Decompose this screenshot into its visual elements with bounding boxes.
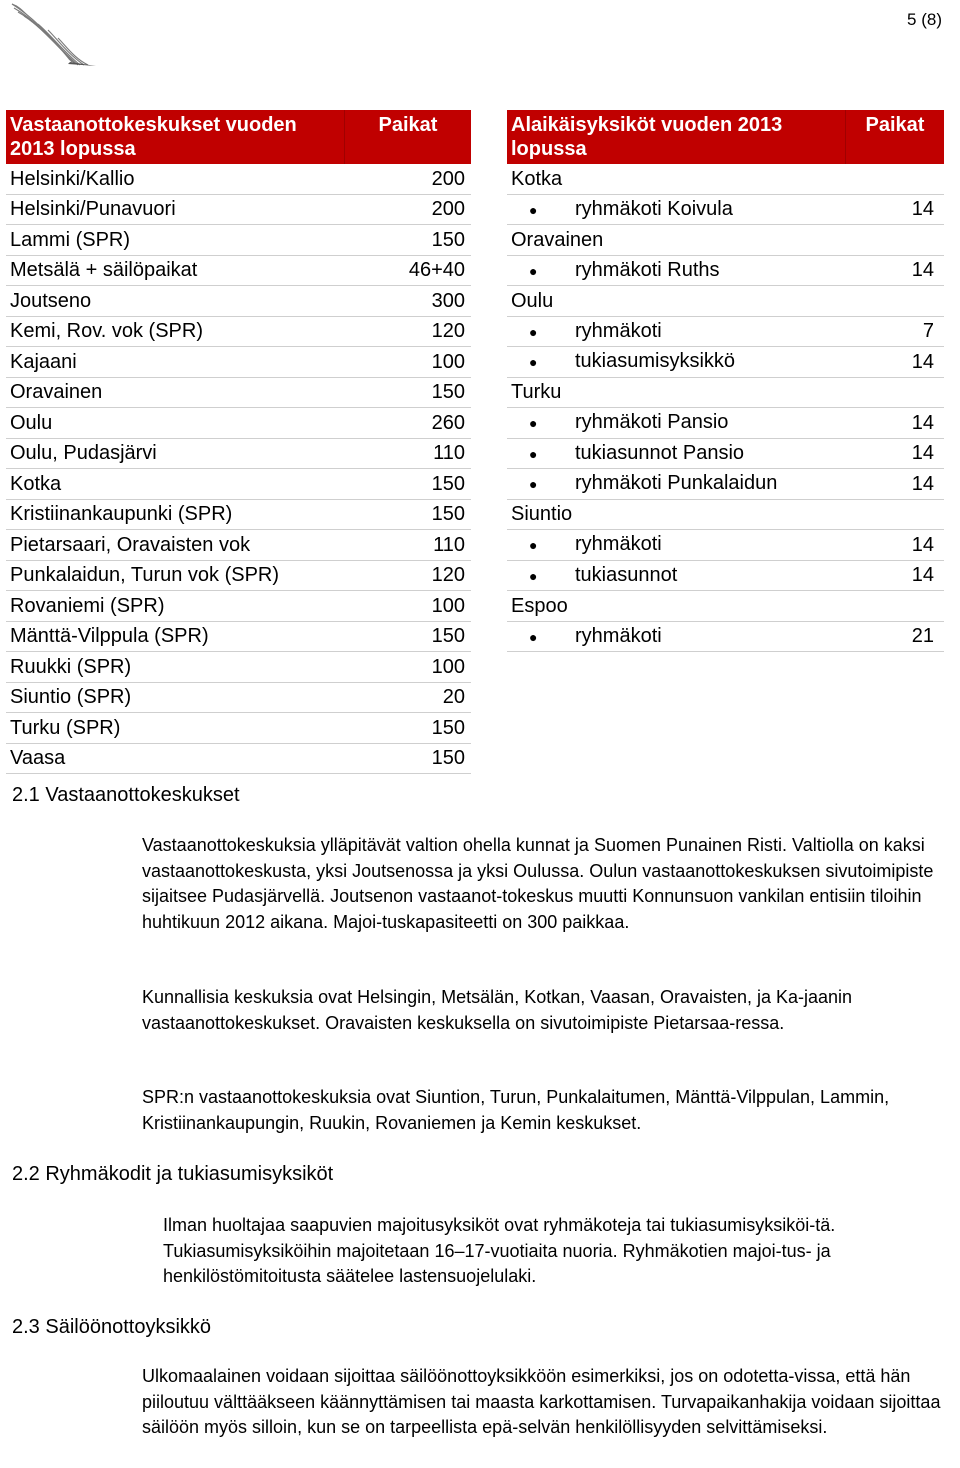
column-header-center: Vastaanottokeskukset vuoden 2013 lopussa (6, 110, 345, 164)
bullet-icon: ● (529, 201, 538, 218)
paragraph: Ulkomaalainen voidaan sijoittaa säilöönottoyksikköön esimerkiksi, jos on odotetta-vissa, että hän piiloutuu välttääkseen käännyttämisen tai maasta karkottamisen. Turvapaikanhakija voidaan sijoittaa säilöön myös silloin, kun se on tarpeellista epä-selvän henkilöllisyyden selvittämiseksi. (142, 1366, 941, 1437)
table-row (6, 255, 471, 286)
paragraph: SPR:n vastaanottokeskuksia ovat Siuntion, Turun, Punkalaitumen, Mänttä-Vilppulan, Lammin, Kristiinankaupungin, Ruukin, Rovaniemen ja Kemin keskukset. (142, 1087, 890, 1133)
places-value: 150 (345, 713, 472, 744)
section-heading-2-1: 2.1 Vastaanottokeskukset (12, 784, 240, 806)
city-name: Oulu (507, 286, 944, 317)
unit-cell (507, 530, 846, 561)
city-row (507, 225, 944, 256)
table-row (6, 621, 471, 652)
city-row (507, 591, 944, 622)
center-name: Turku (SPR) (6, 713, 345, 744)
bullet-icon: ● (529, 415, 538, 432)
center-name: Helsinki/Punavuori (6, 194, 345, 225)
table-row (6, 225, 471, 256)
table-row (6, 652, 471, 683)
unit-name: tukiasunnot Pansio (575, 441, 745, 464)
page-number: 5 (8) (907, 10, 942, 29)
places-value: 14 (846, 469, 945, 500)
center-name: Kemi, Rov. vok (SPR) (6, 316, 345, 347)
center-name: Kajaani (6, 347, 345, 378)
unit-row (507, 530, 944, 561)
unit-row (507, 316, 944, 347)
center-name: Oulu (6, 408, 345, 439)
unit-name: tukiasumisyksikkö (575, 350, 736, 373)
center-name: Oulu, Pudasjärvi (6, 438, 345, 469)
city-name: Oravainen (507, 225, 944, 256)
places-value: 150 (345, 225, 472, 256)
bullet-icon: ● (529, 323, 538, 340)
bullet-icon: ● (529, 445, 538, 462)
table-row (6, 469, 471, 500)
center-name: Punkalaidun, Turun vok (SPR) (6, 560, 345, 591)
unit-row (507, 438, 944, 469)
places-value: 14 (846, 530, 945, 561)
bullet-icon: ● (529, 262, 538, 279)
table-row (6, 438, 471, 469)
unit-row (507, 560, 944, 591)
places-value: 300 (345, 286, 472, 317)
center-name: Siuntio (SPR) (6, 682, 345, 713)
city-name: Siuntio (507, 499, 944, 530)
table-row (6, 682, 471, 713)
center-name: Lammi (SPR) (6, 225, 345, 256)
unit-name: ryhmäkoti Punkalaidun (575, 472, 778, 495)
places-value: 100 (345, 347, 472, 378)
places-value: 20 (345, 682, 472, 713)
city-name: Espoo (507, 591, 944, 622)
center-name: Joutseno (6, 286, 345, 317)
places-value: 110 (345, 530, 472, 561)
bullet-icon: ● (529, 476, 538, 493)
table-row (6, 743, 471, 774)
unit-row (507, 194, 944, 225)
places-value: 260 (345, 408, 472, 439)
column-header-places: Paikat (846, 110, 945, 164)
city-row (507, 377, 944, 408)
center-name: Pietarsaari, Oravaisten vok (6, 530, 345, 561)
city-row (507, 286, 944, 317)
center-name: Ruukki (SPR) (6, 652, 345, 683)
places-value: 7 (846, 316, 945, 347)
places-value: 100 (345, 652, 472, 683)
column-header-places: Paikat (345, 110, 472, 164)
center-name: Rovaniemi (SPR) (6, 591, 345, 622)
places-value: 14 (846, 408, 945, 439)
places-value: 200 (345, 194, 472, 225)
bird-logo-icon (8, 2, 98, 68)
unit-name: ryhmäkoti (575, 624, 662, 647)
bullet-icon: ● (529, 567, 538, 584)
unit-row (507, 408, 944, 439)
table-row (6, 316, 471, 347)
city-name: Turku (507, 377, 944, 408)
center-name: Kristiinankaupunki (SPR) (6, 499, 345, 530)
unit-cell (507, 347, 846, 378)
center-name: Vaasa (6, 743, 345, 774)
section-heading-2-2: 2.2 Ryhmäkodit ja tukiasumisyksiköt (12, 1163, 334, 1185)
center-name: Oravainen (6, 377, 345, 408)
places-value: 120 (345, 316, 472, 347)
paragraph: Ilman huoltajaa saapuvien majoitusyksiköt ovat ryhmäkoteja tai tukiasumisyksiköi-tä. Tukiasumisyksiköihin majoitetaan 16–17-vuotiaita nuoria. Ryhmäkotien majoi-tus- ja henkilöstömitoitusta säätelee lastensuojelulaki. (163, 1215, 836, 1286)
center-name: Kotka (6, 469, 345, 500)
unit-row (507, 469, 944, 500)
bullet-icon: ● (529, 628, 538, 645)
unit-cell (507, 255, 846, 286)
table-row (6, 164, 471, 194)
unit-cell (507, 194, 846, 225)
section-heading-2-3: 2.3 Säilöönottoyksikkö (12, 1316, 212, 1338)
table-row (6, 347, 471, 378)
unit-cell (507, 469, 846, 500)
unit-name: ryhmäkoti Pansio (575, 411, 729, 434)
places-value: 21 (846, 621, 945, 652)
reception-centers-table (6, 110, 471, 774)
center-name: Mänttä-Vilppula (SPR) (6, 621, 345, 652)
unit-cell (507, 438, 846, 469)
unit-name: ryhmäkoti (575, 533, 662, 556)
places-value: 150 (345, 743, 472, 774)
minor-units-table (507, 110, 944, 652)
table-header-row (6, 110, 471, 164)
places-value: 150 (345, 499, 472, 530)
places-value: 150 (345, 469, 472, 500)
unit-name: ryhmäkoti Koivula (575, 197, 733, 220)
table-row (6, 499, 471, 530)
unit-row (507, 255, 944, 286)
city-row (507, 499, 944, 530)
table-row (6, 591, 471, 622)
unit-cell (507, 560, 846, 591)
table-row (6, 194, 471, 225)
places-value: 200 (345, 164, 472, 194)
unit-row (507, 347, 944, 378)
unit-cell (507, 621, 846, 652)
unit-cell (507, 408, 846, 439)
table-row (6, 530, 471, 561)
table-row (6, 377, 471, 408)
paragraph: Vastaanottokeskuksia ylläpitävät valtion ohella kunnat ja Suomen Punainen Risti. Valtiolla on kaksi vastaanottokeskusta, yksi Joutsenossa ja yksi Oulussa. Oulun vastaanottokeskuksen sivutoimipiste sijaitsee Pudasjärvellä. Joutsenon vastaanot-tokeskus muutti Konnunsuon vankilan entisiin tiloihin huhtikuun 2012 aikana. Majoi-tuskapasiteetti on 300 paikkaa. (142, 835, 934, 932)
city-name: Kotka (507, 164, 944, 194)
center-name: Metsälä + säilöpaikat (6, 255, 345, 286)
places-value: 14 (846, 438, 945, 469)
city-row (507, 164, 944, 194)
places-value: 14 (846, 255, 945, 286)
table-header-row (507, 110, 944, 164)
unit-row (507, 621, 944, 652)
places-value: 14 (846, 560, 945, 591)
column-header-unit: Alaikäisyksiköt vuoden 2013 lopussa (507, 110, 846, 164)
unit-name: ryhmäkoti Ruths (575, 258, 720, 281)
paragraph: Kunnallisia keskuksia ovat Helsingin, Metsälän, Kotkan, Vaasan, Oravaisten, ja Ka-jaanin vastaanottokeskukset. Oravaisten keskuksella on sivutoimipiste Pietarsaa-ressa. (142, 987, 853, 1033)
places-value: 150 (345, 621, 472, 652)
unit-name: ryhmäkoti (575, 319, 662, 342)
places-value: 150 (345, 377, 472, 408)
table-row (6, 713, 471, 744)
table-row (6, 408, 471, 439)
bullet-icon: ● (529, 537, 538, 554)
places-value: 14 (846, 347, 945, 378)
places-value: 100 (345, 591, 472, 622)
places-value: 14 (846, 194, 945, 225)
bullet-icon: ● (529, 354, 538, 371)
center-name: Helsinki/Kallio (6, 164, 345, 194)
unit-name: tukiasunnot (575, 563, 678, 586)
table-row (6, 286, 471, 317)
table-row (6, 560, 471, 591)
unit-cell (507, 316, 846, 347)
places-value: 120 (345, 560, 472, 591)
places-value: 46+40 (345, 255, 472, 286)
places-value: 110 (345, 438, 472, 469)
